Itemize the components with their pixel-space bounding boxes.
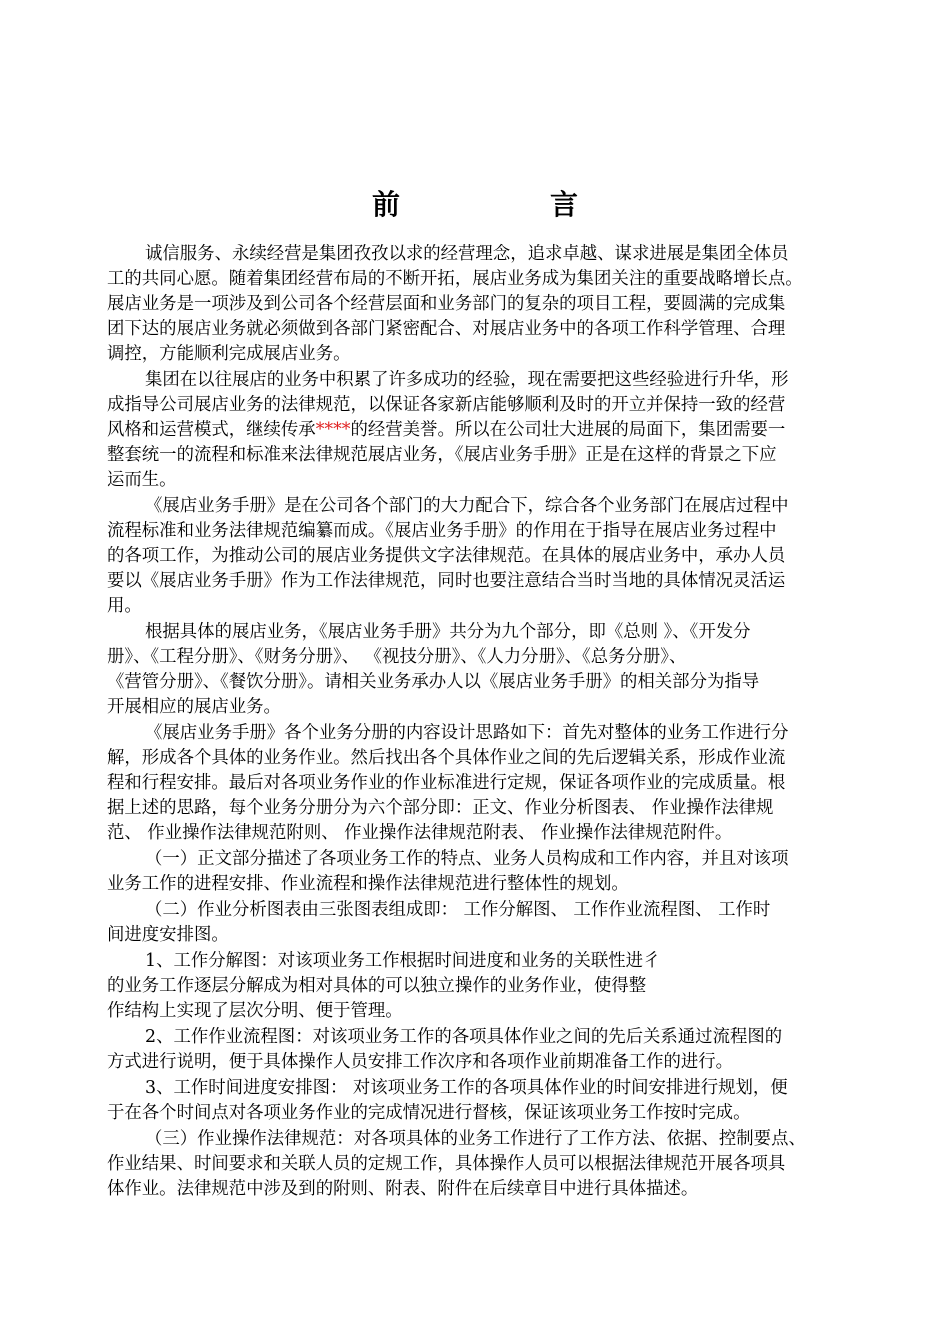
text-line: 《营管分册》、《餐饮分册》。请相关业务承办人以《展店业务手册》的相关部分为指导 bbox=[107, 672, 760, 692]
text-line: 用。 bbox=[107, 596, 142, 616]
text-line: 根据具体的展店业务，《展店业务手册》共分为九个部分，即《总则 》、《开发分 bbox=[145, 622, 751, 642]
text-line: 据上述的思路，每个业务分册分为六个部分即：正文、作业分析图表、 作业操作法律规 bbox=[107, 798, 774, 818]
text-line: 1、工作分解图：对该项业务工作根据时间进度和业务的关联性进彳 bbox=[145, 951, 661, 971]
text-line: 范、 作业操作法律规范附则、 作业操作法律规范附表、 作业操作法律规范附件。 bbox=[107, 823, 733, 843]
text-line: （二）作业分析图表由三张图表组成即： 工作分解图、 工作作业流程图、 工作时 bbox=[145, 900, 771, 920]
text-line: 3、工作时间进度安排图： 对该项业务工作的各项具体作业的时间安排进行规划，便 bbox=[145, 1078, 788, 1098]
text-line: 团下达的展店业务就必须做到各部门紧密配合、对展店业务中的各项工作科学管理、合理 bbox=[107, 319, 786, 339]
text-line: 2、工作作业流程图：对该项业务工作的各项具体作业之间的先后关系通过流程图的 bbox=[145, 1027, 783, 1047]
text-line: 册》、《工程分册》、《财务分册》、 《视技分册》、《人力分册》、《总务分册》、 bbox=[107, 647, 687, 667]
text-line: 间进度安排图。 bbox=[107, 925, 229, 945]
text-line: 的各项工作，为推动公司的展店业务提供文字法律规范。在具体的展店业务中，承办人员 bbox=[107, 546, 786, 566]
text-line: 解，形成各个具体的业务作业。然后找出各个具体作业之间的先后逻辑关系，形成作业流 bbox=[107, 748, 786, 768]
text-line: 要以《展店业务手册》作为工作法律规范，同时也要注意结合当时当地的具体情况灵活运 bbox=[107, 571, 786, 591]
text-line: （一）正文部分描述了各项业务工作的特点、业务人员构成和工作内容，并且对该项 bbox=[145, 849, 789, 869]
text-line: 体作业。法律规范中涉及到的附则、附表、附件在后续章目中进行具体描述。 bbox=[107, 1179, 699, 1199]
text-line: 作业结果、时间要求和关联人员的定规工作，具体操作人员可以根据法律规范开展各项具 bbox=[107, 1154, 786, 1174]
text-line: 程和行程安排。最后对各项业务作业的作业标准进行定规，保证各项作业的完成质量。根 bbox=[107, 773, 786, 793]
redacted-name: **** bbox=[315, 420, 351, 440]
text-line: （三）作业操作法律规范：对各项具体的业务工作进行了工作方法、依据、控制要点、 bbox=[145, 1129, 806, 1149]
text-line: 开展相应的展店业务。 bbox=[107, 697, 281, 717]
text-segment: 的经营美誉。所以在公司壮大进展的局面下，集团需要一 bbox=[350, 420, 786, 440]
title-char-2: 言 bbox=[550, 188, 579, 221]
text-line: 流程标准和业务法律规范编纂而成。《展店业务手册》的作用在于指导在展店业务过程中 bbox=[107, 521, 777, 541]
page-title bbox=[0, 183, 950, 223]
text-line: 作结构上实现了层次分明、便于管理。 bbox=[107, 1001, 403, 1021]
text-line: 展店业务是一项涉及到公司各个经营层面和业务部门的复杂的项目工程，要圆满的完成集 bbox=[107, 294, 786, 314]
text-line: 调控，方能顺利完成展店业务。 bbox=[107, 344, 351, 364]
text-line: 的业务工作逐层分解成为相对具体的可以独立操作的业务作业，使得整 bbox=[107, 976, 647, 996]
text-line: 工的共同心愿。随着集团经营布局的不断开拓，展店业务成为集团关注的重要战略增长点。 bbox=[107, 269, 803, 289]
text-line: 《展店业务手册》各个业务分册的内容设计思路如下：首先对整体的业务工作进行分 bbox=[145, 723, 789, 743]
text-line: 业务工作的进程安排、作业流程和操作法律规范进行整体性的规划。 bbox=[107, 874, 629, 894]
text-line: 方式进行说明，便于具体操作人员安排工作次序和各项作业前期准备工作的进行。 bbox=[107, 1052, 734, 1072]
text-line bbox=[107, 418, 867, 442]
title-char-1: 前 bbox=[371, 188, 400, 221]
text-line: 《展店业务手册》是在公司各个部门的大力配合下，综合各个业务部门在展店过程中 bbox=[145, 496, 789, 516]
text-segment: 风格和运营模式，继续传承 bbox=[107, 420, 316, 440]
text-line: 整套统一的流程和标准来法律规范展店业务，《展店业务手册》正是在这样的背景之下应 bbox=[107, 445, 777, 465]
text-line: 运而生。 bbox=[107, 470, 177, 490]
text-line: 成指导公司展店业务的法律规范，以保证各家新店能够顺利及时的开立并保持一致的经营 bbox=[107, 395, 786, 415]
text-line: 诚信服务、永续经营是集团孜孜以求的经营理念，追求卓越、谋求进展是集团全体员 bbox=[145, 244, 789, 264]
text-line: 集团在以往展店的业务中积累了许多成功的经验，现在需要把这些经验进行升华，形 bbox=[145, 370, 789, 390]
text-line: 于在各个时间点对各项业务作业的完成情况进行督核，保证该项业务工作按时完成。 bbox=[107, 1103, 751, 1123]
